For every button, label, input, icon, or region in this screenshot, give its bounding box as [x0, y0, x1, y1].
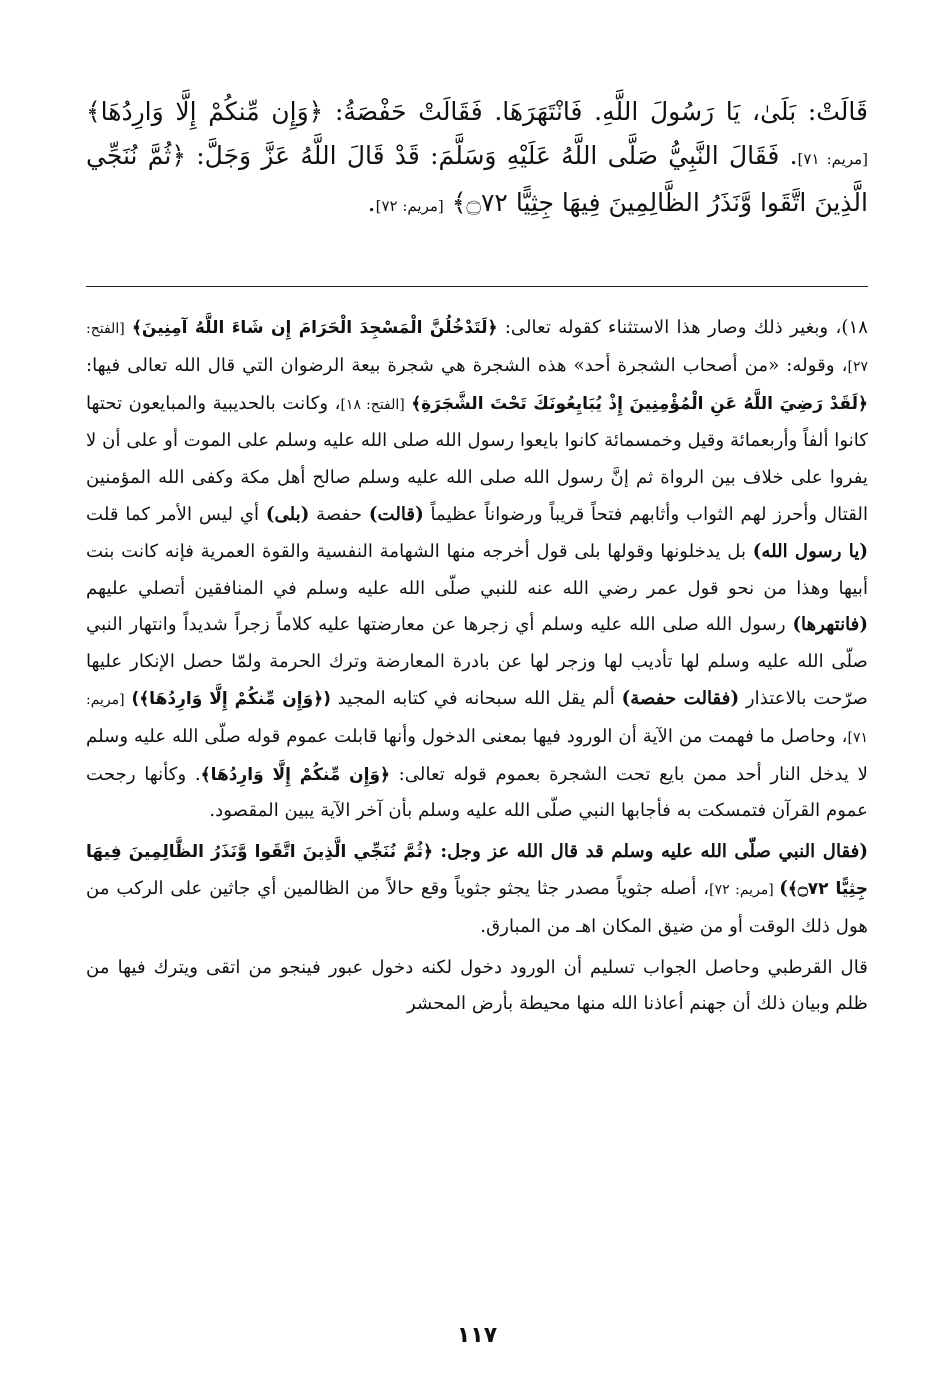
- quran-verse: ﴿ثُمَّ نُنَجِّي الَّذِينَ اتَّقَوا وَّنَذَرُ الظَّالِمِينَ فِيهَا جِثِيًّا ۝٧٢﴾: [86, 842, 868, 899]
- verse-reference: [مريم: ٧٢]: [709, 881, 780, 898]
- commentary-text: . وكأنها رجحت عموم القرآن فتمسكت به فأجابها النبي صلّى الله عليه وسلم بأن آخر الآية يبين المقصود.: [86, 763, 868, 822]
- quran-verse: ﴿وَإِن مِّنكُمْ إِلَّا وَارِدُهَا﴾: [200, 764, 391, 785]
- commentary-paragraph-1: [86, 310, 868, 830]
- commentary: [86, 310, 868, 1023]
- commentary-text: ، أصله جثوياً مصدر جثا يجثو جثوياً وقع حالاً من الظالمين أي جاثين على الركب من هول ذلك الوقت أو من ضيق المكان اهـ من المبارق.: [86, 877, 868, 937]
- commentary-paragraph-2: [86, 834, 868, 945]
- verse-reference: [الفتح: ١٨]: [340, 396, 405, 413]
- hadith-quote: (فقالت حفصة): [621, 687, 740, 709]
- hadith-quote: (بلى): [265, 503, 310, 525]
- commentary-text: رسول الله صلى الله عليه وسلم أي زجرها عن معارضتها عليه كلاماً زجراً شديداً وانتهار النبي صلّى الله عليه وسلم لها تأديب لها وزجر لها عن بادرة المعارضة وترك الحرمة ولمّا حصل الإنكار عليها صرّحت بالاعتذار: [86, 614, 868, 709]
- hadith-text-part1: قَالَتْ: بَلَىٰ، يَا رَسُولَ اللَّهِ. فَانْتَهَرَهَا. فَقَالَتْ حَفْصَةُ: ﴿وَإِن مِّنكُمْ إِلَّا وَارِدُهَا﴾: [86, 97, 868, 126]
- hadith-quote: (قالت): [368, 503, 424, 525]
- hadith-quote: (فقال النبي صلّى الله عليه وسلم قد قال الله عز وجل:: [432, 841, 868, 863]
- commentary-text: ١٨)، وبغير ذلك وصار هذا الاستثناء كقوله تعالى:: [497, 317, 868, 338]
- footnote-divider: [86, 286, 868, 287]
- commentary-text: ، وقوله: «من أصحاب الشجرة أحد» هذه الشجرة هي شجرة بيعة الرضوان التي قال الله تعالى فيها:: [86, 354, 848, 376]
- quran-verse: (﴿وَإِن مِّنكُمْ إِلَّا وَارِدُهَا﴾): [131, 688, 331, 709]
- commentary-paragraph-3: [86, 950, 868, 1024]
- hadith-text-end: .: [367, 188, 376, 217]
- commentary-text: أي ليس الأمر كما قلت: [86, 503, 266, 525]
- commentary-text: ، وحاصل ما فهمت من الآية أن الورود فيها بمعنى الدخول وأنها قابلت عموم قوله صلّى الله عليه وسلم لا يدخل النار أحد ممن بايع تحت الشجرة بعموم قوله تعالى:: [86, 725, 868, 785]
- quran-verse: ﴿لَقَدْ رَضِيَ اللَّهُ عَنِ الْمُؤْمِنِينَ إِذْ يُبَايِعُونَكَ تَحْتَ الشَّجَرَةِ﴾: [411, 393, 868, 414]
- commentary-text: حفصة: [309, 503, 369, 525]
- commentary-text: قال القرطبي وحاصل الجواب تسليم أن الورود دخول لكنه دخول عبور فينجو من اتقى ويترك فيها من ظلم وبيان ذلك أن جهنم أعاذنا الله منها محيطة بأرض المحشر: [86, 956, 868, 1015]
- hadith-text: [86, 90, 868, 228]
- hadith-reference-maryam-71: [مريم: ٧١]: [797, 150, 868, 168]
- quran-verse: ﴿لَتَدْخُلُنَّ الْمَسْجِدَ الْحَرَامَ إِن شَاءَ اللَّهُ آمِنِينَ﴾: [131, 318, 498, 338]
- hadith-quote: (فانتهرها): [792, 614, 868, 636]
- book-page: [86, 90, 868, 1350]
- commentary-text: ألم يقل الله سبحانه في كتابه المجيد: [330, 687, 622, 709]
- commentary-text: بل يدخلونها وقولها بلى قول أخرجه منها الشهامة النفسية والقوة العمرية فإنه كانت بنت أبيها وهذا من نحو قول عمر رضي الله عنه للنبي صلّى الله عليه وسلم في المنافقين أتصلي عليهم: [86, 540, 868, 599]
- commentary-text: ، وكانت بالحديبية والمبايعون تحتها كانوا ألفاً وأربعمائة وقيل وخمسمائة كانوا بايعوا رسول الله صلى الله عليه وسلم على الموت أو على أن لا يفروا على خلاف بين الرواة ثم إنَّ رسول الله صلى الله عليه وسلم صالح أهل مكة وكفى الله المؤمنين القتال وأحرز لهم الثواب وأثابهم فتحاً قريباً ورضواناً عظيماً: [86, 392, 869, 525]
- verse-reference: [مريم: ٧١]: [86, 691, 868, 746]
- hadith-quote: ): [779, 877, 788, 899]
- hadith-quote: (يا رسول الله): [752, 540, 868, 562]
- verse-reference: [الفتح: ٢٧]: [86, 321, 868, 375]
- hadith-reference-maryam-72: [مريم: ٧٢]: [375, 197, 444, 215]
- hadith-text-part2: . فَقَالَ النَّبِيُّ صَلَّى اللَّهُ عَلَيْهِ وَسَلَّمَ: قَدْ قَالَ اللَّهُ عَزَّ وَجَلَّ: ﴿ثُمَّ نُنَجِّي الَّذِينَ اتَّقَوا وَّنَذَرُ الظَّالِمِينَ فِيهَا جِثِيًّا ۝٧٢﴾: [86, 141, 868, 217]
- page-number: ١١٧: [456, 1323, 498, 1348]
